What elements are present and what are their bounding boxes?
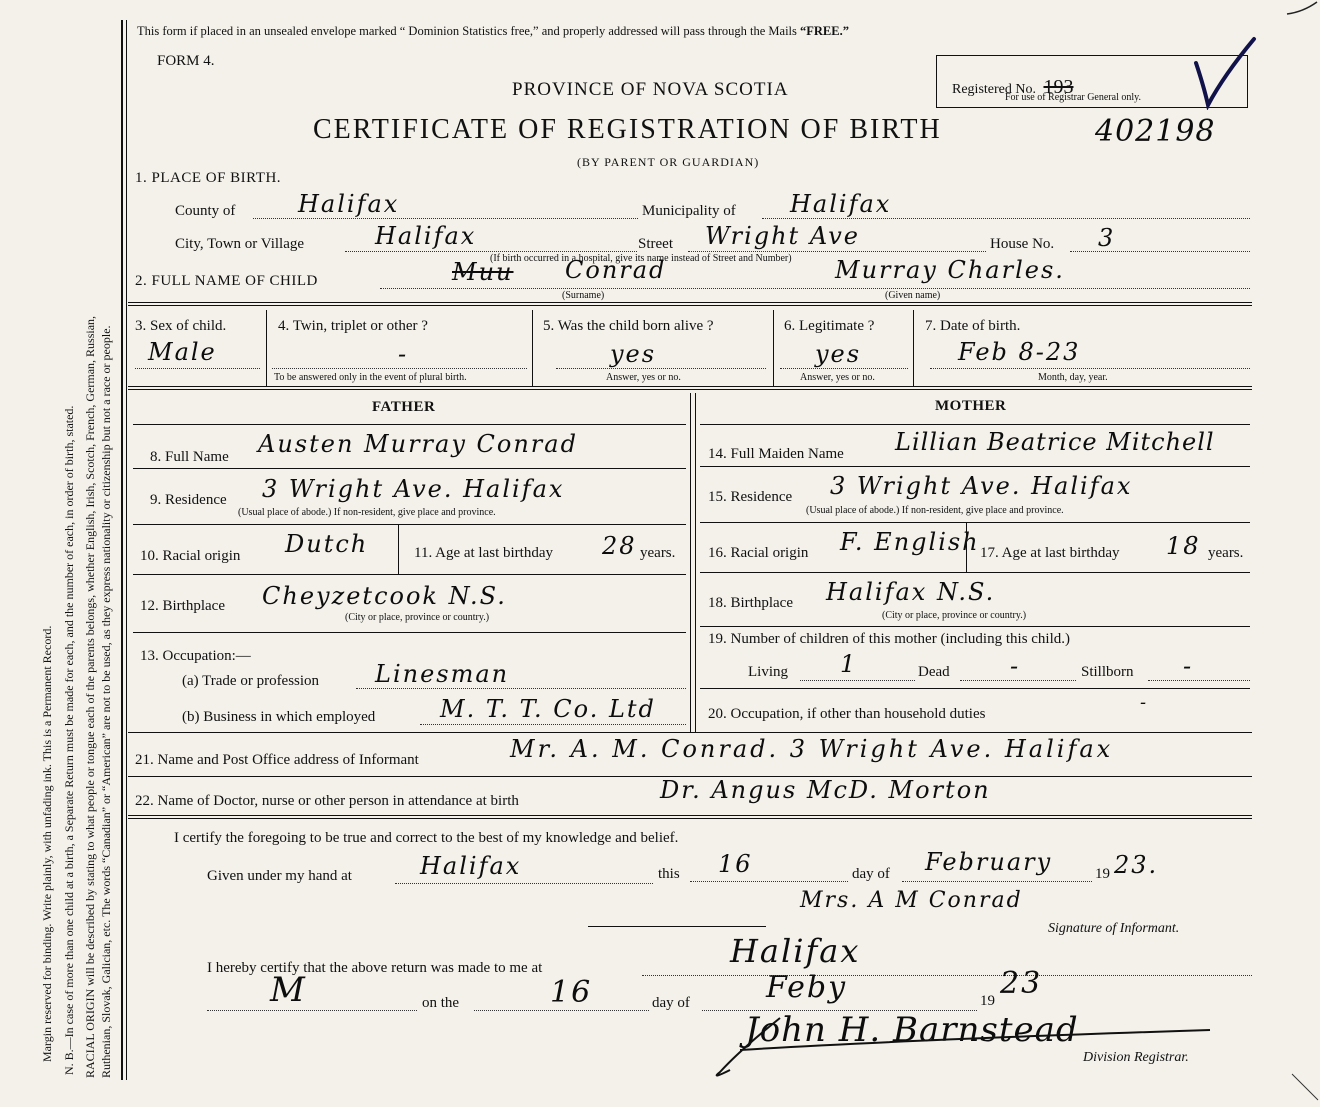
- informant-signature-label: Signature of Informant.: [1048, 921, 1180, 936]
- father-racial-age-divider: [398, 524, 399, 574]
- father-business-value: M. T. T. Co. Ltd: [440, 695, 656, 723]
- margin-note-binding: Margin reserved for binding. Write plainly, with unfading ink. This is a Permanent Record.: [40, 625, 54, 1062]
- municipality-value: Halifax: [790, 190, 892, 218]
- mother-children-label: 19. Number of children of this mother (including this child.): [708, 631, 1071, 647]
- father-occupation-label: 13. Occupation:—: [140, 648, 251, 664]
- registrar-year-prefix: 19: [980, 993, 995, 1009]
- cell-divider-1: [266, 310, 267, 386]
- street-value: Wright Ave: [705, 222, 860, 250]
- municipality-line: [762, 218, 1250, 219]
- dead-label: Dead: [918, 664, 950, 680]
- stillborn-value: -: [1183, 652, 1194, 680]
- registrar-signature: John H. Barnstead: [745, 1010, 1079, 1050]
- given-day-line: [690, 881, 848, 882]
- city-label: City, Town or Village: [175, 236, 305, 252]
- mother-age-suffix: years.: [1208, 545, 1244, 561]
- father-name-label: 8. Full Name: [150, 449, 229, 465]
- sex-value: Male: [148, 338, 217, 366]
- living-label: Living: [748, 664, 788, 680]
- given-day-value: 16: [718, 850, 753, 878]
- mother-birthplace-value: Halifax N.S.: [826, 578, 996, 606]
- county-value: Halifax: [298, 190, 400, 218]
- given-at-value: Halifax: [420, 852, 522, 880]
- county-line: [253, 218, 638, 219]
- mother-birthplace-label: 18. Birthplace: [708, 595, 793, 611]
- corner-mark-icon: [1285, 0, 1320, 20]
- registered-struck-number: 193: [1043, 76, 1074, 98]
- informant-label: 21. Name and Post Office address of Informant: [135, 752, 419, 768]
- place-of-birth-label: 1. PLACE OF BIRTH.: [135, 170, 282, 186]
- mother-row-rule-3: [700, 572, 1250, 573]
- informant-signature-rule: [588, 926, 766, 927]
- mother-heading: MOTHER: [935, 398, 1007, 414]
- margin-note-multiple-births: N. B.—In case of more than one child at a birth, a Separate Return must be made for each, and the number of each, in order of birth, stated.: [62, 405, 76, 1075]
- legitimate-value: yes: [815, 340, 862, 368]
- registrar-year-value: 23: [1000, 966, 1043, 1001]
- mother-residence-note: (Usual place of abode.) If non-resident, give place and province.: [806, 505, 1064, 516]
- house-number-line: [1070, 251, 1250, 252]
- registrar-day-of-label: day of: [652, 995, 690, 1011]
- parent-column-divider: [690, 393, 691, 732]
- registrar-day-value: 16: [550, 975, 593, 1010]
- given-day-of-label: day of: [852, 866, 890, 882]
- mother-row-rule-5: [700, 688, 1250, 689]
- father-birthplace-value: Cheyzetcook N.S.: [262, 582, 507, 610]
- mother-name-label: 14. Full Maiden Name: [708, 446, 844, 462]
- mother-name-value: Lillian Beatrice Mitchell: [895, 428, 1215, 456]
- informant-value: Mr. A. M. Conrad. 3 Wright Ave. Halifax: [510, 735, 1114, 763]
- born-alive-line: [556, 368, 766, 369]
- mother-row-rule-2: [700, 522, 1250, 523]
- child-surname-value: Conrad: [565, 256, 667, 284]
- given-at-label: Given under my hand at: [207, 868, 352, 884]
- twin-label: 4. Twin, triplet or other ?: [278, 318, 428, 334]
- mother-row-rule-1: [700, 466, 1250, 467]
- corner-crop-mark-icon: [1290, 1072, 1320, 1102]
- legitimate-label: 6. Legitimate ?: [784, 318, 875, 334]
- province-heading: PROVINCE OF NOVA SCOTIA: [512, 79, 789, 100]
- given-month-value: February: [925, 848, 1053, 876]
- municipality-label: Municipality of: [642, 203, 736, 219]
- separator-after-name: [128, 302, 1252, 306]
- street-label: Street: [638, 236, 673, 252]
- mother-occupation-label: 20. Occupation, if other than household duties: [708, 706, 986, 722]
- registrar-on-the-label: on the: [422, 995, 460, 1011]
- father-heading: FATHER: [372, 399, 436, 415]
- hospital-note: (If birth occurred in a hospital, give its name instead of Street and Number): [490, 253, 792, 264]
- father-age-suffix: years.: [640, 545, 676, 561]
- father-residence-value: 3 Wright Ave. Halifax: [262, 475, 565, 503]
- given-month-line: [902, 881, 1092, 882]
- father-name-value: Austen Murray Conrad: [258, 430, 578, 458]
- city-value: Halifax: [375, 222, 477, 250]
- father-birthplace-note: (City or place, province or country.): [345, 612, 490, 623]
- twin-note: To be answered only in the event of plural birth.: [274, 372, 467, 383]
- father-row-rule-3: [133, 574, 686, 575]
- margin-note-nationality: Ruthenian, Slovak, Galician, etc. The words “Canadian” or “American” are not to be used, as they express nationality or citizenship but not a race or people.: [99, 325, 113, 1078]
- father-racial-label: 10. Racial origin: [140, 548, 241, 564]
- house-number-label: House No.: [990, 236, 1055, 252]
- registrar-place-value: Halifax: [730, 932, 861, 970]
- given-year-value: 23.: [1114, 851, 1159, 879]
- doctor-label: 22. Name of Doctor, nurse or other person in attendance at birth: [135, 793, 519, 809]
- sex-label: 3. Sex of child.: [135, 318, 227, 334]
- child-name-struck: Muu: [452, 258, 514, 286]
- mother-racial-value: F. English: [840, 528, 980, 556]
- certificate-title: CERTIFICATE OF REGISTRATION OF BIRTH: [313, 114, 942, 145]
- city-line: [345, 251, 637, 252]
- registered-note: For use of Registrar General only.: [1005, 92, 1141, 103]
- registered-label: Registered No.: [952, 82, 1036, 97]
- given-year-prefix: 19: [1095, 866, 1110, 882]
- living-value: 1: [840, 650, 858, 678]
- certification-statement: I certify the foregoing to be true and correct to the best of my knowledge and belief.: [174, 830, 679, 846]
- mother-row-rule-4: [700, 626, 1250, 627]
- binding-margin-line: [121, 20, 123, 1080]
- mother-residence-value: 3 Wright Ave. Halifax: [830, 472, 1133, 500]
- form-number: FORM 4.: [157, 53, 215, 69]
- father-age-label: 11. Age at last birthday: [414, 545, 553, 561]
- registrar-month-value: Feby: [766, 970, 848, 1005]
- father-business-label: (b) Business in which employed: [182, 709, 376, 725]
- mother-occupation-value: -: [1140, 692, 1149, 713]
- registrar-place-line: [642, 975, 1252, 976]
- mother-age-label: 17. Age at last birthday: [980, 545, 1120, 561]
- child-given-name-value: Murray Charles.: [835, 256, 1065, 284]
- margin-note-racial-origin: RACIAL ORIGIN will be described by stating to what people or tongue each of the parents belongs, whether English, Irish, Scotch, French, German, Russian,: [83, 315, 97, 1078]
- registrar-day-line: [474, 1010, 649, 1011]
- father-row-rule-2: [133, 524, 686, 525]
- born-alive-value: yes: [610, 340, 657, 368]
- cell-divider-3: [773, 310, 774, 386]
- father-row-rule-4: [133, 632, 686, 633]
- father-residence-label: 9. Residence: [150, 492, 227, 508]
- date-of-birth-note: Month, day, year.: [1038, 372, 1108, 383]
- twin-line: [272, 368, 527, 369]
- born-alive-label: 5. Was the child born alive ?: [543, 318, 714, 334]
- registrar-place-value-2: M: [270, 970, 307, 1010]
- surname-note: (Surname): [562, 290, 605, 301]
- father-birthplace-label: 12. Birthplace: [140, 598, 225, 614]
- twin-value: -: [398, 340, 409, 368]
- registrar-signature-flourish-icon: [700, 1010, 1220, 1080]
- stillborn-line: [1148, 680, 1250, 681]
- mother-racial-age-divider: [966, 522, 967, 572]
- date-of-birth-value: Feb 8-23: [958, 338, 1081, 366]
- doctor-value: Dr. Angus McD. Morton: [660, 776, 991, 804]
- parent-column-divider-2: [695, 393, 696, 732]
- child-name-label: 2. FULL NAME OF CHILD: [135, 273, 318, 289]
- street-line: [688, 251, 986, 252]
- father-heading-rule: [133, 424, 686, 425]
- separator-after-child-details: [128, 386, 1252, 390]
- father-age-value: 28: [602, 532, 637, 560]
- legitimate-line: [780, 368, 908, 369]
- registrar-continuation-line: [207, 1010, 417, 1011]
- dead-line: [960, 680, 1076, 681]
- sex-line: [135, 368, 260, 369]
- legitimate-note: Answer, yes or no.: [800, 372, 875, 383]
- stillborn-label: Stillborn: [1081, 664, 1134, 680]
- born-alive-note: Answer, yes or no.: [606, 372, 681, 383]
- father-trade-label: (a) Trade or profession: [182, 673, 320, 689]
- mother-age-value: 18: [1166, 532, 1201, 560]
- registrar-statement: I hereby certify that the above return was made to me at: [207, 960, 543, 976]
- mother-racial-label: 16. Racial origin: [708, 545, 809, 561]
- postal-note: This form if placed in an unsealed envelope marked “ Dominion Statistics free,” and properly addressed will pass through the Mails “FREE.”: [137, 24, 849, 38]
- living-line: [800, 680, 915, 681]
- separator-after-parents: [128, 732, 1252, 733]
- certificate-subtitle: (BY PARENT OR GUARDIAN): [577, 155, 760, 169]
- father-trade-value: Linesman: [375, 660, 510, 688]
- registration-number: 402198: [1095, 114, 1216, 149]
- binding-margin-line-inner: [126, 20, 127, 1080]
- separator-after-doctor: [128, 815, 1252, 819]
- child-name-line: [380, 288, 1250, 289]
- father-racial-value: Dutch: [285, 530, 369, 558]
- mother-residence-label: 15. Residence: [708, 489, 793, 505]
- county-label: County of: [175, 203, 236, 219]
- checkmark-icon: [1190, 35, 1260, 110]
- father-trade-line: [356, 688, 686, 689]
- mother-birthplace-note: (City or place, province or country.): [882, 610, 1027, 621]
- father-business-line: [420, 724, 686, 725]
- mother-heading-rule: [700, 424, 1250, 425]
- registrar-signature-label: Division Registrar.: [1083, 1050, 1189, 1065]
- given-at-line: [395, 883, 653, 884]
- informant-signature: Mrs. A M Conrad: [800, 888, 1023, 913]
- given-name-note: (Given name): [885, 290, 941, 301]
- cell-divider-2: [532, 310, 533, 386]
- given-this-label: this: [658, 866, 680, 882]
- father-residence-note: (Usual place of abode.) If non-resident, give place and province.: [238, 507, 496, 518]
- father-row-rule-1: [133, 468, 686, 469]
- date-of-birth-line: [930, 368, 1250, 369]
- date-of-birth-label: 7. Date of birth.: [925, 318, 1021, 334]
- dead-value: -: [1010, 652, 1021, 680]
- cell-divider-4: [913, 310, 914, 386]
- house-number-value: 3: [1098, 224, 1116, 252]
